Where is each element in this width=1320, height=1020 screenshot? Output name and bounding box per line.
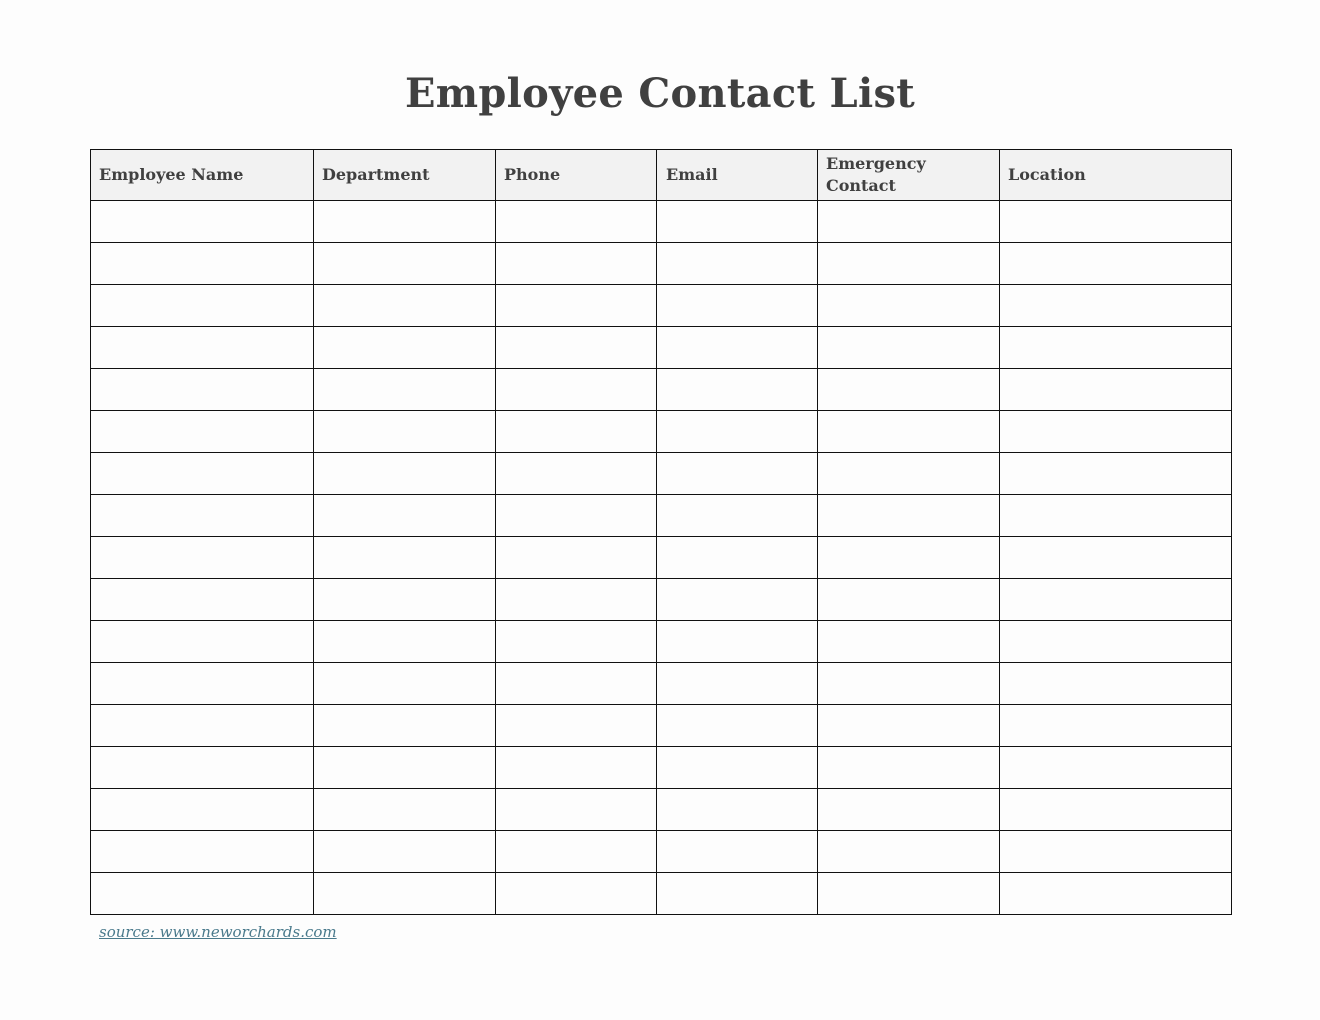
- cell-phone[interactable]: [496, 243, 657, 285]
- cell-department[interactable]: [314, 537, 496, 579]
- cell-location[interactable]: [1000, 453, 1232, 495]
- column-header-location: Location: [1000, 150, 1232, 201]
- contact-table: [90, 149, 1232, 915]
- cell-location[interactable]: [1000, 285, 1232, 327]
- cell-employee-name[interactable]: [91, 831, 314, 873]
- cell-emergency-contact[interactable]: [818, 453, 1000, 495]
- cell-employee-name[interactable]: [91, 327, 314, 369]
- table-header-row: [91, 150, 1232, 201]
- cell-location[interactable]: [1000, 495, 1232, 537]
- cell-phone[interactable]: [496, 579, 657, 621]
- cell-emergency-contact[interactable]: [818, 243, 1000, 285]
- cell-department[interactable]: [314, 243, 496, 285]
- cell-location[interactable]: [1000, 831, 1232, 873]
- cell-emergency-contact[interactable]: [818, 873, 1000, 915]
- cell-emergency-contact[interactable]: [818, 831, 1000, 873]
- table-row: [91, 327, 1232, 369]
- cell-department[interactable]: [314, 579, 496, 621]
- cell-phone[interactable]: [496, 453, 657, 495]
- cell-employee-name[interactable]: [91, 495, 314, 537]
- cell-phone[interactable]: [496, 411, 657, 453]
- column-header-email: Email: [657, 150, 818, 201]
- cell-employee-name[interactable]: [91, 663, 314, 705]
- cell-employee-name[interactable]: [91, 201, 314, 243]
- cell-employee-name[interactable]: [91, 285, 314, 327]
- cell-email[interactable]: [657, 411, 818, 453]
- cell-phone[interactable]: [496, 789, 657, 831]
- table-row: [91, 579, 1232, 621]
- cell-emergency-contact[interactable]: [818, 747, 1000, 789]
- cell-location[interactable]: [1000, 327, 1232, 369]
- cell-department[interactable]: [314, 495, 496, 537]
- cell-location[interactable]: [1000, 537, 1232, 579]
- cell-emergency-contact[interactable]: [818, 621, 1000, 663]
- cell-department[interactable]: [314, 831, 496, 873]
- cell-email[interactable]: [657, 537, 818, 579]
- cell-email[interactable]: [657, 243, 818, 285]
- cell-department[interactable]: [314, 201, 496, 243]
- table-row: [91, 453, 1232, 495]
- cell-department[interactable]: [314, 873, 496, 915]
- cell-location[interactable]: [1000, 747, 1232, 789]
- cell-email[interactable]: [657, 453, 818, 495]
- cell-employee-name[interactable]: [91, 537, 314, 579]
- cell-location[interactable]: [1000, 621, 1232, 663]
- cell-email[interactable]: [657, 831, 818, 873]
- cell-emergency-contact[interactable]: [818, 369, 1000, 411]
- cell-emergency-contact[interactable]: [818, 789, 1000, 831]
- cell-employee-name[interactable]: [91, 579, 314, 621]
- cell-location[interactable]: [1000, 663, 1232, 705]
- cell-department[interactable]: [314, 621, 496, 663]
- cell-email[interactable]: [657, 285, 818, 327]
- source-link[interactable]: source: www.neworchards.com: [99, 923, 337, 941]
- cell-phone[interactable]: [496, 285, 657, 327]
- cell-phone[interactable]: [496, 201, 657, 243]
- cell-department[interactable]: [314, 453, 496, 495]
- cell-department[interactable]: [314, 789, 496, 831]
- cell-emergency-contact[interactable]: [818, 285, 1000, 327]
- table-row: [91, 831, 1232, 873]
- table-row: [91, 411, 1232, 453]
- cell-email[interactable]: [657, 327, 818, 369]
- cell-location[interactable]: [1000, 369, 1232, 411]
- table-row: [91, 243, 1232, 285]
- cell-department[interactable]: [314, 705, 496, 747]
- cell-phone[interactable]: [496, 369, 657, 411]
- table-row: [91, 537, 1232, 579]
- cell-email[interactable]: [657, 621, 818, 663]
- cell-location[interactable]: [1000, 705, 1232, 747]
- table-row: [91, 789, 1232, 831]
- column-header-department: Department: [314, 150, 496, 201]
- cell-location[interactable]: [1000, 789, 1232, 831]
- cell-location[interactable]: [1000, 201, 1232, 243]
- cell-email[interactable]: [657, 579, 818, 621]
- cell-email[interactable]: [657, 201, 818, 243]
- cell-phone[interactable]: [496, 327, 657, 369]
- cell-emergency-contact[interactable]: [818, 537, 1000, 579]
- table-row: [91, 285, 1232, 327]
- cell-location[interactable]: [1000, 579, 1232, 621]
- cell-department[interactable]: [314, 747, 496, 789]
- cell-phone[interactable]: [496, 621, 657, 663]
- cell-phone[interactable]: [496, 537, 657, 579]
- cell-emergency-contact[interactable]: [818, 201, 1000, 243]
- cell-employee-name[interactable]: [91, 747, 314, 789]
- cell-employee-name[interactable]: [91, 453, 314, 495]
- cell-phone[interactable]: [496, 705, 657, 747]
- table-row: [91, 873, 1232, 915]
- table-row: [91, 201, 1232, 243]
- cell-department[interactable]: [314, 327, 496, 369]
- cell-location[interactable]: [1000, 243, 1232, 285]
- cell-email[interactable]: [657, 747, 818, 789]
- cell-location[interactable]: [1000, 873, 1232, 915]
- cell-employee-name[interactable]: [91, 243, 314, 285]
- table-row: [91, 621, 1232, 663]
- cell-emergency-contact[interactable]: [818, 495, 1000, 537]
- table-row: [91, 369, 1232, 411]
- table-row: [91, 663, 1232, 705]
- cell-email[interactable]: [657, 495, 818, 537]
- cell-email[interactable]: [657, 663, 818, 705]
- cell-email[interactable]: [657, 369, 818, 411]
- cell-employee-name[interactable]: [91, 369, 314, 411]
- table-body: [91, 201, 1232, 915]
- table-row: [91, 705, 1232, 747]
- cell-phone[interactable]: [496, 495, 657, 537]
- cell-department[interactable]: [314, 411, 496, 453]
- cell-department[interactable]: [314, 369, 496, 411]
- column-header-emergency-contact: Emergency Contact: [818, 150, 1000, 201]
- column-header-phone: Phone: [496, 150, 657, 201]
- cell-department[interactable]: [314, 663, 496, 705]
- cell-employee-name[interactable]: [91, 705, 314, 747]
- cell-email[interactable]: [657, 873, 818, 915]
- cell-emergency-contact[interactable]: [818, 705, 1000, 747]
- cell-emergency-contact[interactable]: [818, 327, 1000, 369]
- cell-emergency-contact[interactable]: [818, 411, 1000, 453]
- cell-email[interactable]: [657, 789, 818, 831]
- cell-employee-name[interactable]: [91, 789, 314, 831]
- cell-phone[interactable]: [496, 831, 657, 873]
- cell-emergency-contact[interactable]: [818, 579, 1000, 621]
- table-row: [91, 747, 1232, 789]
- cell-email[interactable]: [657, 705, 818, 747]
- cell-emergency-contact[interactable]: [818, 663, 1000, 705]
- cell-location[interactable]: [1000, 411, 1232, 453]
- cell-phone[interactable]: [496, 747, 657, 789]
- page-title: Employee Contact List: [404, 70, 916, 117]
- table-row: [91, 495, 1232, 537]
- cell-employee-name[interactable]: [91, 873, 314, 915]
- cell-employee-name[interactable]: [91, 411, 314, 453]
- cell-employee-name[interactable]: [91, 621, 314, 663]
- cell-department[interactable]: [314, 285, 496, 327]
- column-header-employee-name: Employee Name: [91, 150, 314, 201]
- cell-phone[interactable]: [496, 663, 657, 705]
- cell-phone[interactable]: [496, 873, 657, 915]
